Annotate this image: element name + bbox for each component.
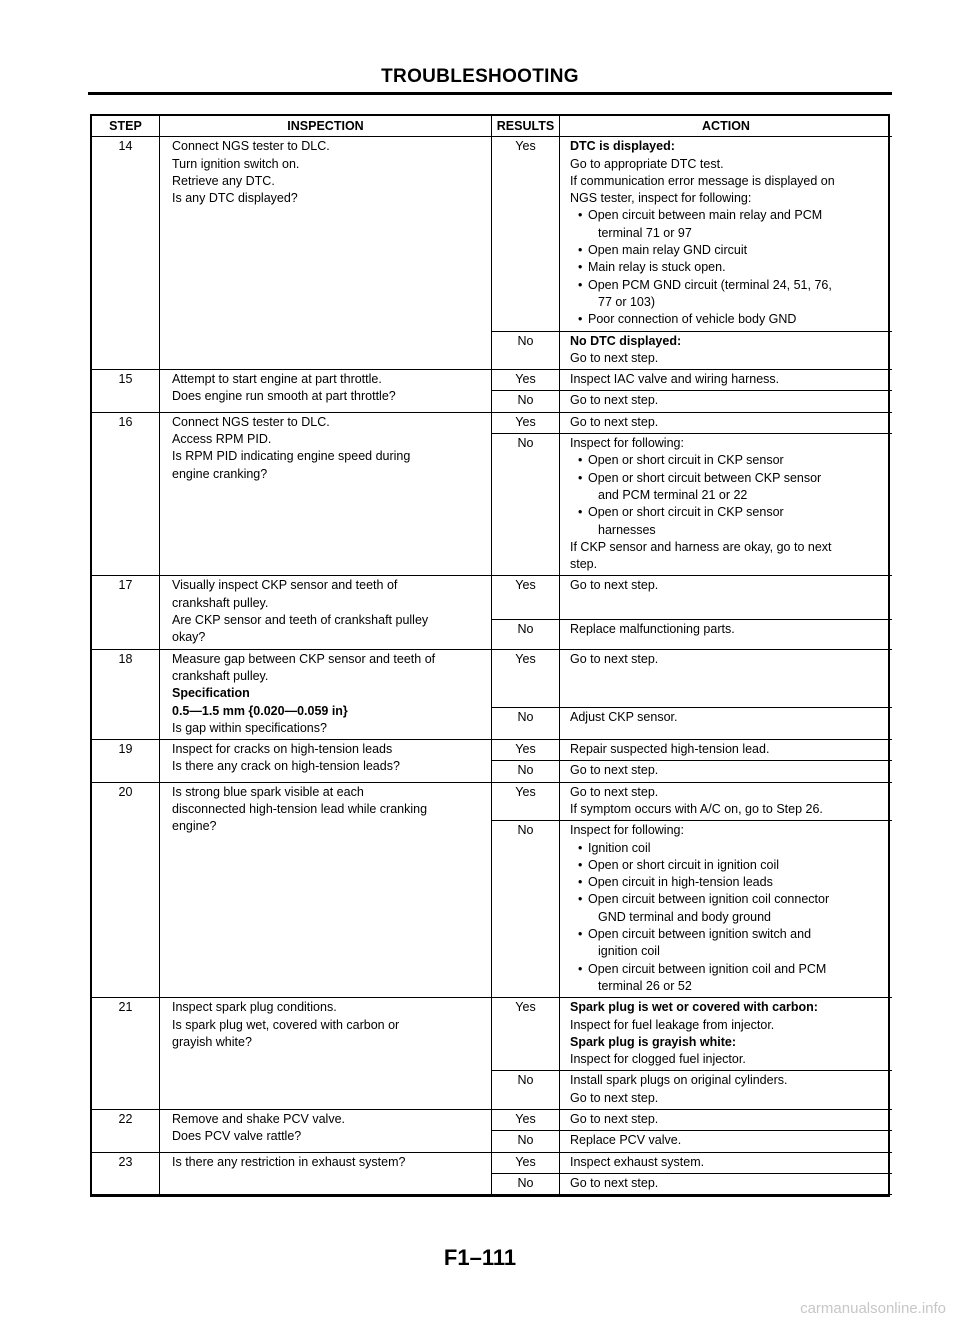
inspection-cell [160, 783, 492, 999]
action-bullet: • Poor connection of vehicle body GND [570, 311, 886, 328]
result-cell: No [492, 620, 560, 649]
action-bullet: • Open or short circuit in ignition coil [570, 857, 886, 874]
inspection-line: Is strong blue spark visible at each [172, 784, 364, 799]
inspection-line: Are CKP sensor and teeth of crankshaft pulley [172, 613, 429, 628]
inspection-line: Visually inspect CKP sensor and teeth of [172, 578, 398, 593]
inspection-cell [160, 413, 492, 577]
result-cell: Yes [492, 1153, 560, 1174]
action-cell [560, 620, 892, 649]
action-line: Go to next step. [570, 784, 659, 799]
action-line: Go to next step. [570, 350, 659, 365]
action-bullet: • Open circuit between ignition coil and PCM [570, 961, 886, 978]
result-cell: Yes [492, 998, 560, 1071]
header-inspection: INSPECTION [160, 116, 492, 137]
step-number: 19 [92, 740, 160, 783]
inspection-line: disconnected high-tension lead while cranking [172, 801, 428, 816]
page-title: TROUBLESHOOTING [381, 66, 579, 87]
step-number: 22 [92, 1110, 160, 1153]
result-cell: Yes [492, 783, 560, 822]
page-number: F1–111 [443, 1245, 517, 1270]
result-cell: No [492, 1174, 560, 1195]
inspection-line: engine cranking? [172, 466, 268, 481]
step-number: 15 [92, 370, 160, 413]
header-action: ACTION [560, 116, 892, 137]
action-cell [560, 391, 892, 412]
action-line: Replace PCV valve. [570, 1133, 682, 1148]
inspection-cell [160, 740, 492, 783]
inspection-line: Connect NGS tester to DLC. [172, 139, 330, 154]
action-line: terminal 71 or 97 [598, 225, 692, 240]
result-cell: No [492, 1131, 560, 1152]
result-cell: No [492, 434, 560, 576]
action-line: Go to next step. [570, 763, 659, 778]
inspection-line: Access RPM PID. [172, 432, 272, 447]
action-line: and PCM terminal 21 or 22 [598, 487, 748, 502]
action-cell [560, 1174, 892, 1195]
inspection-line: Is RPM PID indicating engine speed during [172, 449, 411, 464]
action-cell [560, 998, 892, 1071]
action-cell [560, 783, 892, 822]
action-line: Inspect exhaust system. [570, 1154, 705, 1169]
inspection-line: Inspect spark plug conditions. [172, 1000, 337, 1015]
action-bullet: • Ignition coil [570, 840, 886, 857]
inspection-line: Measure gap between CKP sensor and teeth of [172, 651, 436, 666]
inspection-cell [160, 650, 492, 740]
inspection-line: Inspect for cracks on high-tension leads [172, 742, 393, 757]
inspection-cell [160, 998, 492, 1110]
inspection-line: grayish white? [172, 1034, 252, 1049]
title-rule [88, 92, 892, 95]
action-line: Go to next step. [570, 651, 659, 666]
action-cell [560, 576, 892, 620]
action-line: Inspect for clogged fuel injector. [570, 1052, 746, 1067]
action-line: Inspect for following: [570, 823, 684, 838]
action-line: Inspect IAC valve and wiring harness. [570, 372, 780, 387]
inspection-line: Specification [172, 686, 250, 701]
inspection-line: Is spark plug wet, covered with carbon or [172, 1017, 400, 1032]
result-cell: No [492, 761, 560, 782]
action-bullet: • Open circuit in high-tension leads [570, 874, 886, 891]
inspection-line: Is there any restriction in exhaust system? [172, 1154, 406, 1169]
inspection-cell [160, 137, 492, 370]
action-bullet: • Open main relay GND circuit [570, 242, 886, 259]
action-cell [560, 1153, 892, 1174]
action-bullet: • Open or short circuit between CKP sensor [570, 470, 886, 487]
action-bullet: • Main relay is stuck open. [570, 259, 886, 276]
action-bullet: • Open PCM GND circuit (terminal 24, 51, 76, [570, 277, 886, 294]
step-number: 21 [92, 998, 160, 1110]
result-cell: Yes [492, 413, 560, 434]
step-number: 17 [92, 576, 160, 649]
action-cell [560, 434, 892, 576]
action-cell [560, 1131, 892, 1152]
action-cell [560, 137, 892, 331]
inspection-line: crankshaft pulley. [172, 595, 269, 610]
inspection-line: 0.5—1.5 mm {0.020—0.059 in} [172, 703, 348, 718]
inspection-line: Is any DTC displayed? [172, 191, 298, 206]
action-line: Go to appropriate DTC test. [570, 156, 724, 171]
action-line: ignition coil [598, 944, 660, 959]
inspection-line: Turn ignition switch on. [172, 156, 300, 171]
step-number: 23 [92, 1153, 160, 1196]
action-bullet: • Open circuit between ignition switch and [570, 926, 886, 943]
result-cell: No [492, 391, 560, 412]
inspection-line: crankshaft pulley. [172, 668, 269, 683]
result-cell: Yes [492, 740, 560, 761]
action-bullet: • Open or short circuit in CKP sensor [570, 452, 886, 469]
action-line: If communication error message is displayed on [570, 173, 835, 188]
action-line: No DTC displayed: [570, 333, 682, 348]
header-results: RESULTS [492, 116, 560, 137]
result-cell: No [492, 821, 560, 998]
action-line: Repair suspected high-tension lead. [570, 742, 770, 757]
step-number: 18 [92, 650, 160, 740]
action-line: NGS tester, inspect for following: [570, 191, 752, 206]
result-cell: Yes [492, 1110, 560, 1131]
action-line: Go to next step. [570, 414, 659, 429]
result-cell: No [492, 708, 560, 740]
action-line: Inspect for fuel leakage from injector. [570, 1017, 775, 1032]
action-line: 77 or 103) [598, 294, 655, 309]
action-cell [560, 821, 892, 998]
action-line: GND terminal and body ground [598, 909, 772, 924]
inspection-line: Remove and shake PCV valve. [172, 1112, 346, 1127]
header-step: STEP [92, 116, 160, 137]
result-cell: Yes [492, 650, 560, 708]
step-number: 16 [92, 413, 160, 577]
inspection-line: engine? [172, 819, 217, 834]
inspection-cell [160, 1110, 492, 1153]
action-line: Install spark plugs on original cylinders. [570, 1073, 788, 1088]
result-cell: No [492, 1071, 560, 1110]
result-cell: Yes [492, 576, 560, 620]
action-line: step. [570, 557, 598, 572]
action-cell [560, 370, 892, 391]
inspection-line: Retrieve any DTC. [172, 173, 275, 188]
watermark: carmanualsonline.info [800, 1300, 946, 1317]
inspection-line: Does engine run smooth at part throttle? [172, 389, 396, 404]
action-line: Go to next step. [570, 1112, 659, 1127]
action-cell [560, 1071, 892, 1110]
inspection-line: Is gap within specifications? [172, 720, 327, 735]
action-line: If CKP sensor and harness are okay, go to next [570, 539, 832, 554]
action-cell [560, 650, 892, 708]
action-line: Adjust CKP sensor. [570, 709, 678, 724]
action-line: terminal 26 or 52 [598, 978, 692, 993]
inspection-cell [160, 1153, 492, 1196]
action-cell [560, 1110, 892, 1131]
action-line: Spark plug is grayish white: [570, 1034, 737, 1049]
action-line: harnesses [598, 522, 656, 537]
action-line: Go to next step. [570, 393, 659, 408]
inspection-line: Attempt to start engine at part throttle. [172, 372, 382, 387]
step-number: 14 [92, 137, 160, 370]
action-cell [560, 740, 892, 761]
action-cell [560, 413, 892, 434]
action-line: Go to next step. [570, 578, 659, 593]
action-line: Spark plug is wet or covered with carbon: [570, 1000, 818, 1015]
action-bullet: • Open circuit between ignition coil connector [570, 891, 886, 908]
action-line: DTC is displayed: [570, 139, 675, 154]
action-line: Replace malfunctioning parts. [570, 622, 735, 637]
result-cell: Yes [492, 370, 560, 391]
action-line: Inspect for following: [570, 436, 684, 451]
inspection-line: Connect NGS tester to DLC. [172, 414, 330, 429]
inspection-cell [160, 370, 492, 413]
inspection-line: Does PCV valve rattle? [172, 1129, 302, 1144]
inspection-cell [160, 576, 492, 649]
action-line: If symptom occurs with A/C on, go to Step 26. [570, 801, 823, 816]
result-cell: Yes [492, 137, 560, 331]
action-cell [560, 332, 892, 371]
inspection-line: okay? [172, 630, 206, 645]
action-cell [560, 708, 892, 740]
action-bullet: • Open circuit between main relay and PCM [570, 207, 886, 224]
inspection-line: Is there any crack on high-tension leads? [172, 759, 400, 774]
step-number: 20 [92, 783, 160, 999]
action-cell [560, 761, 892, 782]
action-bullet: • Open or short circuit in CKP sensor [570, 504, 886, 521]
action-line: Go to next step. [570, 1090, 659, 1105]
result-cell: No [492, 332, 560, 371]
troubleshooting-table [90, 114, 890, 1197]
action-line: Go to next step. [570, 1175, 659, 1190]
